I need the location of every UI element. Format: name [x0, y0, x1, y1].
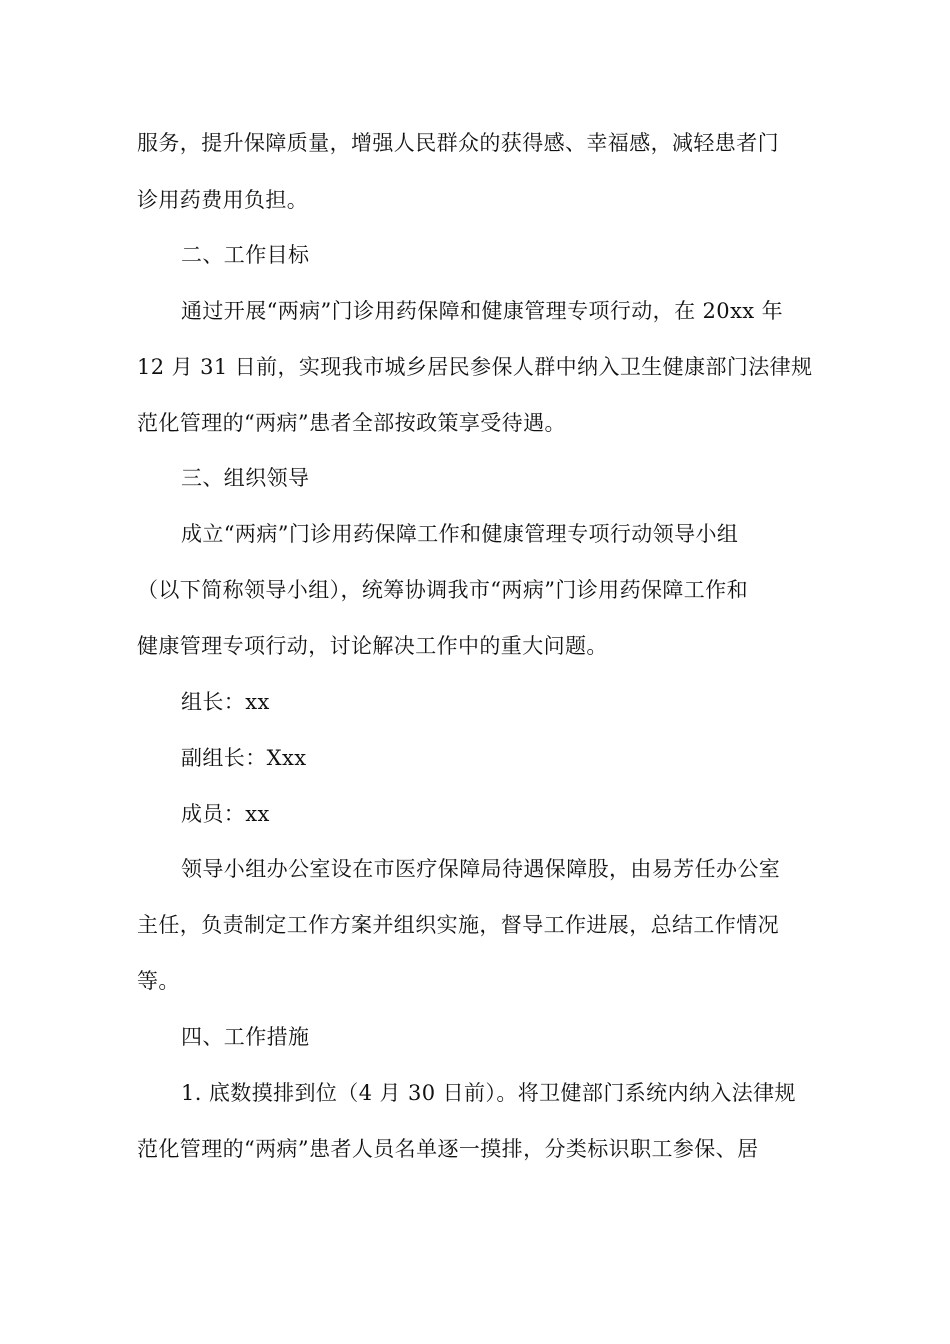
paragraph-line: 成立“两病”门诊用药保障工作和健康管理专项行动领导小组	[181, 522, 739, 546]
paragraph-line: 健康管理专项行动，讨论解决工作中的重大问题。	[137, 634, 608, 658]
section-heading: 三、组织领导	[181, 466, 310, 490]
paragraph-line: 主任，负责制定工作方案并组织实施，督导工作进展，总结工作情况	[137, 913, 779, 937]
paragraph-line: 范化管理的“两病”患者人员名单逐一摸排，分类标识职工参保、居	[137, 1137, 759, 1161]
paragraph-line: 诊用药费用负担。	[137, 188, 309, 212]
members-line: 成员：xx	[181, 802, 270, 826]
paragraph-line: 1. 底数摸排到位（4 月 30 日前）。将卫健部门系统内纳入法律规	[181, 1081, 796, 1105]
paragraph-line: （以下简称领导小组），统筹协调我市“两病”门诊用药保障工作和	[137, 578, 748, 602]
paragraph-line: 范化管理的“两病”患者全部按政策享受待遇。	[137, 411, 566, 435]
group-leader-line: 组长：xx	[181, 690, 270, 714]
section-heading: 四、工作措施	[181, 1025, 310, 1049]
paragraph-line: 领导小组办公室设在市医疗保障局待遇保障股，由易芳任办公室	[181, 857, 781, 881]
deputy-leader-line: 副组长：Xxx	[181, 746, 307, 770]
section-heading: 二、工作目标	[181, 243, 310, 267]
paragraph-line: 通过开展“两病”门诊用药保障和健康管理专项行动，在 20xx 年	[181, 299, 784, 323]
paragraph-line: 12 月 31 日前，实现我市城乡居民参保人群中纳入卫生健康部门法律规	[137, 355, 813, 379]
paragraph-line: 服务，提升保障质量，增强人民群众的获得感、幸福感，减轻患者门	[137, 131, 779, 155]
paragraph-line: 等。	[137, 969, 180, 993]
